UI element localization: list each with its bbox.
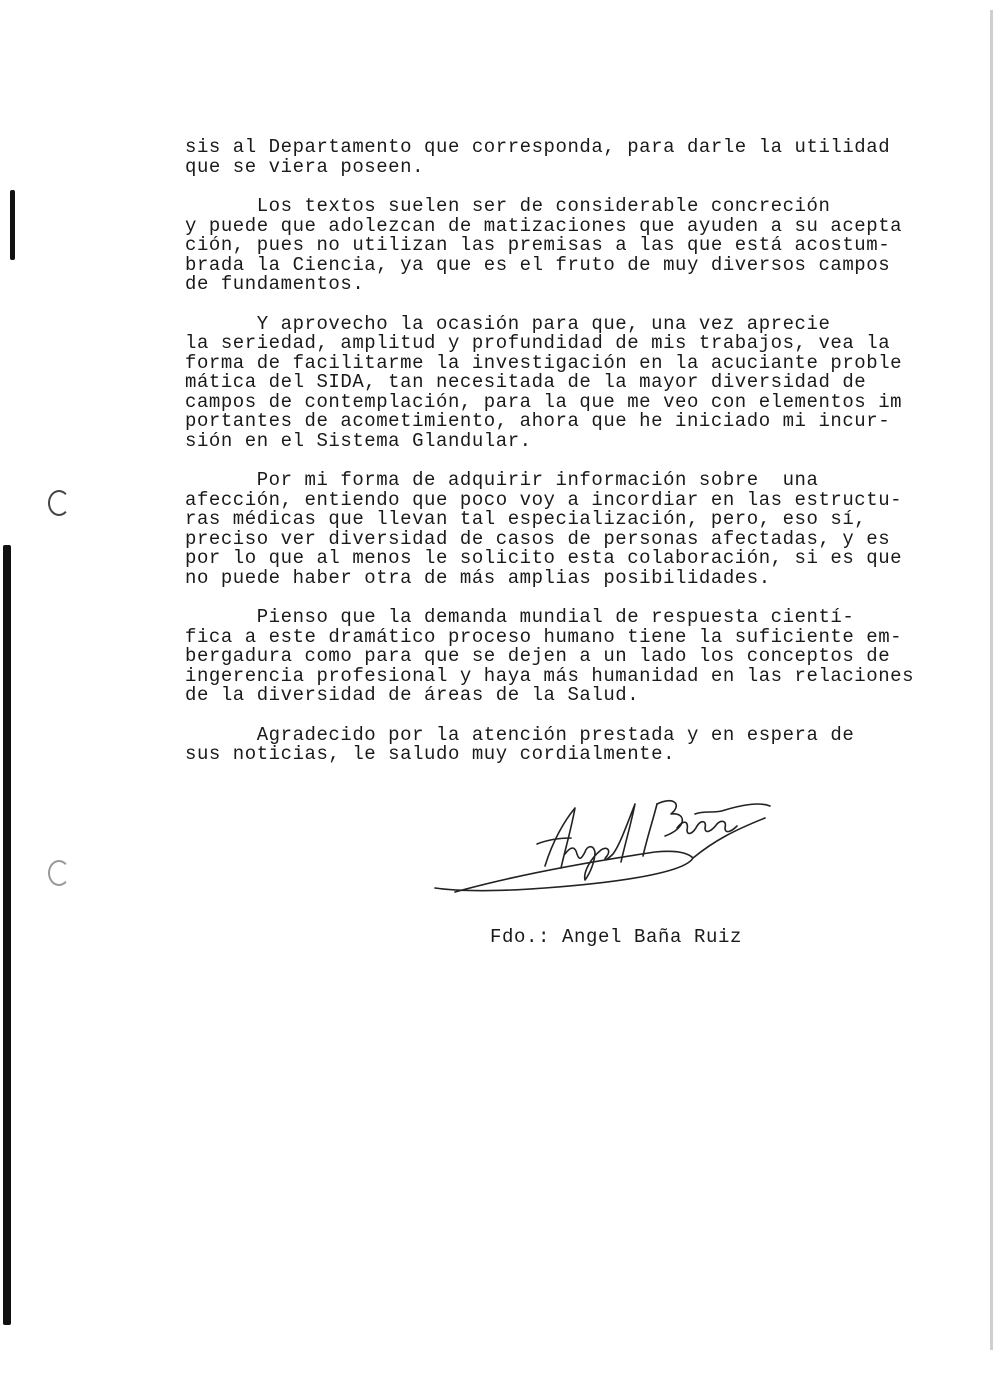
text-line: sión en el Sistema Glandular. [185, 429, 532, 452]
text-line: campos de contemplación, para la que me veo con elementos im [185, 390, 903, 413]
text-line: de la diversidad de áreas de la Salud. [185, 684, 640, 706]
text-line: ingerencia profesional y haya más humanidad en las relaciones [185, 664, 915, 687]
text-line: ción, pues no utilizan las premisas a las que está acostum- [185, 234, 891, 256]
closing-paragraph [185, 723, 905, 765]
text-line: bergadura como para que se dejen a un lado los conceptos de [185, 645, 891, 667]
text-line: sus noticias, le saludo muy cordialmente. [185, 743, 676, 765]
handwritten-signature [425, 780, 785, 900]
signer-name: Fdo.: Angel Baña Ruiz [490, 926, 743, 948]
text-line: la seriedad, amplitud y profundidad de mis trabajos, vea la [185, 332, 891, 354]
punch-hole-upper [48, 490, 70, 516]
paragraph [185, 197, 905, 295]
punch-hole-lower [48, 860, 70, 886]
text-line: por lo que al menos le solicito esta colaboración, si es que [185, 547, 903, 569]
text-line: y puede que adolezcan de matizaciones que ayuden a su acepta [185, 214, 903, 237]
text-line: sis al Departamento que corresponda, para darle la utilidad [185, 136, 891, 158]
letter-body [185, 136, 915, 765]
text-line: mática del SIDA, tan necesitada de la mayor diversidad de [185, 371, 867, 393]
text-line: forma de facilitarme la investigación en la acuciante proble [185, 351, 903, 374]
text-line: Agradecido por la atención prestada y en espera de [185, 723, 855, 746]
paragraph [185, 471, 905, 588]
text-line: de fundamentos. [185, 273, 365, 295]
text-line: que se viera poseen. [185, 155, 425, 178]
scan-mark-left-top [10, 190, 15, 260]
scan-mark-left-bottom [3, 545, 11, 1325]
text-line: Los textos suelen ser de considerable concreción [185, 195, 831, 217]
paragraph [185, 606, 915, 706]
text-line: Y aprovecho la ocasión para que, una vez aprecie [185, 312, 831, 335]
text-line: portantes de acometimiento, ahora que he iniciado mi incur- [185, 410, 891, 432]
text-line: afección, entiendo que poco voy a incordiar en las estructu- [185, 488, 903, 511]
text-line: no puede haber otra de más amplias posibilidades. [185, 566, 771, 589]
text-line: fica a este dramático proceso humano tiene la suficiente em- [185, 625, 903, 648]
paragraph [185, 138, 905, 177]
text-line: ras médicas que llevan tal especialización, pero, eso sí, [185, 508, 867, 530]
text-line: Por mi forma de adquirir información sobre una [185, 469, 819, 491]
text-line: preciso ver diversidad de casos de personas afectadas, y es [185, 527, 891, 550]
paragraph [185, 312, 905, 452]
text-line: brada la Ciencia, ya que es el fruto de muy diversos campos [185, 253, 891, 276]
text-line: Pienso que la demanda mundial de respuesta cientí- [185, 606, 855, 628]
scan-mark-right-edge [990, 10, 993, 1350]
